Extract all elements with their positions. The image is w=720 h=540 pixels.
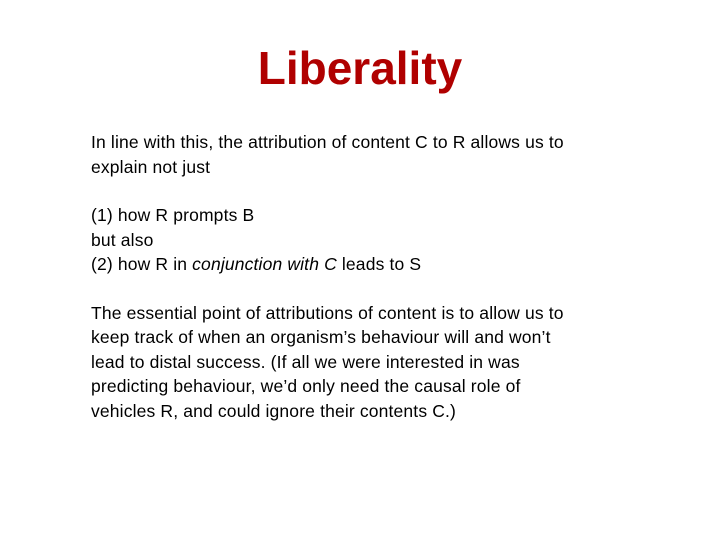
intro-line-1: In line with this, the attribution of content C to R allows us to [91, 132, 564, 152]
explanation-list [91, 203, 651, 277]
essential-line-2: keep track of when an organism’s behaviour will and won’t [91, 327, 551, 347]
list-item-2-emphasis: conjunction with C [192, 254, 337, 274]
slide-body [91, 130, 651, 423]
essential-line-5: vehicles R, and could ignore their contents C.) [91, 400, 457, 421]
intro-paragraph [91, 130, 651, 179]
slide-title: Liberality [257, 42, 463, 94]
spacer [91, 179, 651, 203]
essential-line-3: lead to distal success. (If all we were interested in was [91, 351, 520, 372]
list-connector: but also [91, 229, 154, 250]
essential-line-1: The essential point of attributions of content is to allow us to [91, 302, 564, 323]
list-item-1: (1) how R prompts B [91, 205, 255, 225]
intro-line-2: explain not just [91, 156, 211, 177]
list-item-2-prefix: (2) how R in [91, 254, 193, 274]
spacer [91, 277, 651, 301]
list-item-2 [91, 252, 651, 277]
essential-line-4: predicting behaviour, we’d only need the causal role of [91, 376, 521, 396]
list-item-2-suffix: leads to S [336, 254, 422, 274]
essential-point-paragraph [91, 301, 651, 424]
